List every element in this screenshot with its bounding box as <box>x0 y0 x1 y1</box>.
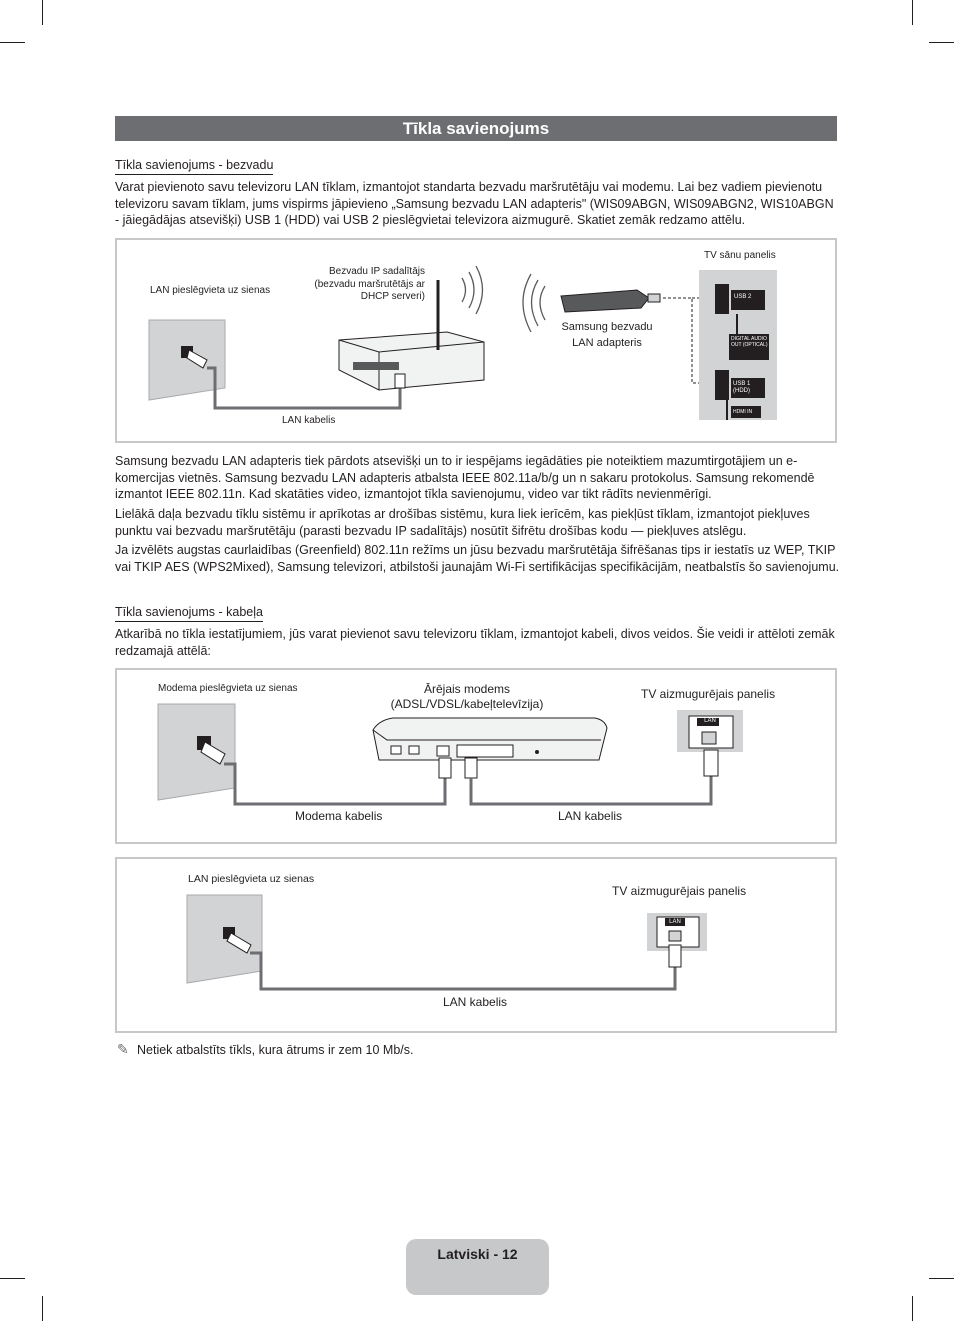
modem-cable <box>224 764 445 804</box>
tv-side-panel-label: TV sānu panelis <box>704 250 776 261</box>
crop-mark <box>912 0 913 25</box>
lan-port-label-1: LAN <box>704 718 716 724</box>
pencil-icon: ✎ <box>117 1041 129 1057</box>
crop-mark <box>0 42 25 43</box>
adapter-label: Samsung bezvadu LAN adapteris <box>561 321 653 349</box>
crop-mark <box>42 0 43 25</box>
tv-rear-panel-label-2: TV aizmugurējais panelis <box>612 884 747 898</box>
page-number-tab: Latviski - 12 <box>406 1239 549 1295</box>
page-title: Tīkla savienojums <box>115 116 837 141</box>
lan-port-label-2: LAN <box>669 919 681 925</box>
modem-cable-label: Modema kabelis <box>295 809 383 823</box>
tv-rear-panel-label: TV aizmugurējais panelis <box>641 687 776 701</box>
lan-socket-label: LAN pieslēgvieta uz sienas <box>188 873 315 885</box>
modem-lan-cable <box>471 776 711 804</box>
wireless-diagram-art <box>117 240 835 441</box>
crop-mark <box>0 1278 25 1279</box>
wireless-body-1: Samsung bezvadu LAN adapteris tiek pārdots atsevišķi un to ir iespējams iegādāties pie noteiktiem mazumtirgotājiem un e-komercijas vietnēs. Samsung bezvadu LAN adapteris atbalsta IEEE 802.11a/b/g un n sakaru protokolus. Samsung rekomendē izmantot IEEE 802.11n. Kad skatāties video, izmantojot tīkla savienojumu, video var tikt rādīts nevienmērīgi. <box>115 454 815 501</box>
wireless-body-2: Lielākā daļa bezvadu tīklu sistēmu ir aprīkotas ar drošības sistēmu, kura liek ierīcēm, kas piekļūst tīklam, izmantojot piekļuves punktu vai bezvadu maršrutētāju (parasti bezvadu IP sadalītājs) nosūtīt šifrētu drošības kodu — piekļuves atslēgu. <box>115 507 810 538</box>
wireless-diagram <box>115 238 837 443</box>
wall-socket-label: LAN pieslēgvieta uz sienas <box>150 285 271 296</box>
port-digital-audio-label: DIGITAL AUDIO OUT (OPTICAL) <box>731 336 768 348</box>
wired-lan-diagram <box>115 857 837 1033</box>
modem-label: Ārējais modems (ADSL/VDSL/kabeļtelevīzija) <box>390 682 544 711</box>
port-usb1-label: USB 1 (HDD) <box>733 381 751 394</box>
wired-modem-diagram <box>115 668 837 844</box>
crop-mark <box>42 1296 43 1321</box>
wireless-intro: Varat pievienoto savu televizoru LAN tīklam, izmantojot standarta bezvadu maršrutētāju vai modemu. Lai bez vadiem pievienotu televizoru savam tīklam, jums vispirms jāpievieno „Samsung bezvadu LAN adapteris" (WIS09ABGN, WIS09ABGN2, WIS10ABGN - jāiegādājas atsevišķi) USB 1 (HDD) vai USB 2 pieslēgvietai televizora aizmugurē. Skatiet zemāk redzamo attēlu. <box>115 180 834 227</box>
wireless-body-3: Ja izvēlēts augstas caurlaidības (Greenfield) 802.11n režīms un jūsu bezvadu maršrutētāja šifrēšanas tips ir iestatīs uz WEP, TKIP vai TKIP AES (WPS2Mixed), Samsung televizori, atbilstoši jaunajām Wi-Fi sertifikācijas specifikācijām, neatbalstīs šo savienojumu. <box>115 543 840 574</box>
wired-heading: Tīkla savienojums - kabeļa <box>115 605 263 622</box>
router-label: Bezvadu IP sadalītājs (bezvadu maršrutētājs ar DHCP serveri) <box>314 266 425 302</box>
note-text: Netiek atbalstīts tīkls, kura ātrums ir zem 10 Mb/s. <box>137 1043 414 1057</box>
modem-socket-label: Modema pieslēgvieta uz sienas <box>158 683 298 694</box>
crop-mark <box>929 1278 954 1279</box>
crop-mark <box>912 1296 913 1321</box>
port-usb2-label: USB 2 <box>734 294 752 300</box>
crop-mark <box>929 42 954 43</box>
wired-intro: Atkarībā no tīkla iestatījumiem, jūs varat pievienot savu televizoru tīklam, izmantojot kabeli, divos veidos. Šie veidi ir attēloti zemāk redzamajā attēlā: <box>115 627 835 658</box>
note <box>117 1041 413 1058</box>
lan-cable-label-2: LAN kabelis <box>443 995 508 1009</box>
port-hdmi-label: HDMI IN <box>733 409 753 415</box>
direct-lan-cable <box>250 953 675 989</box>
external-modem <box>373 718 607 778</box>
wireless-heading: Tīkla savienojums - bezvadu <box>115 158 273 175</box>
lan-cable-label-1: LAN kabelis <box>558 809 623 823</box>
modem-wall-socket <box>158 704 235 800</box>
lan-cable-label: LAN kabelis <box>282 415 336 426</box>
